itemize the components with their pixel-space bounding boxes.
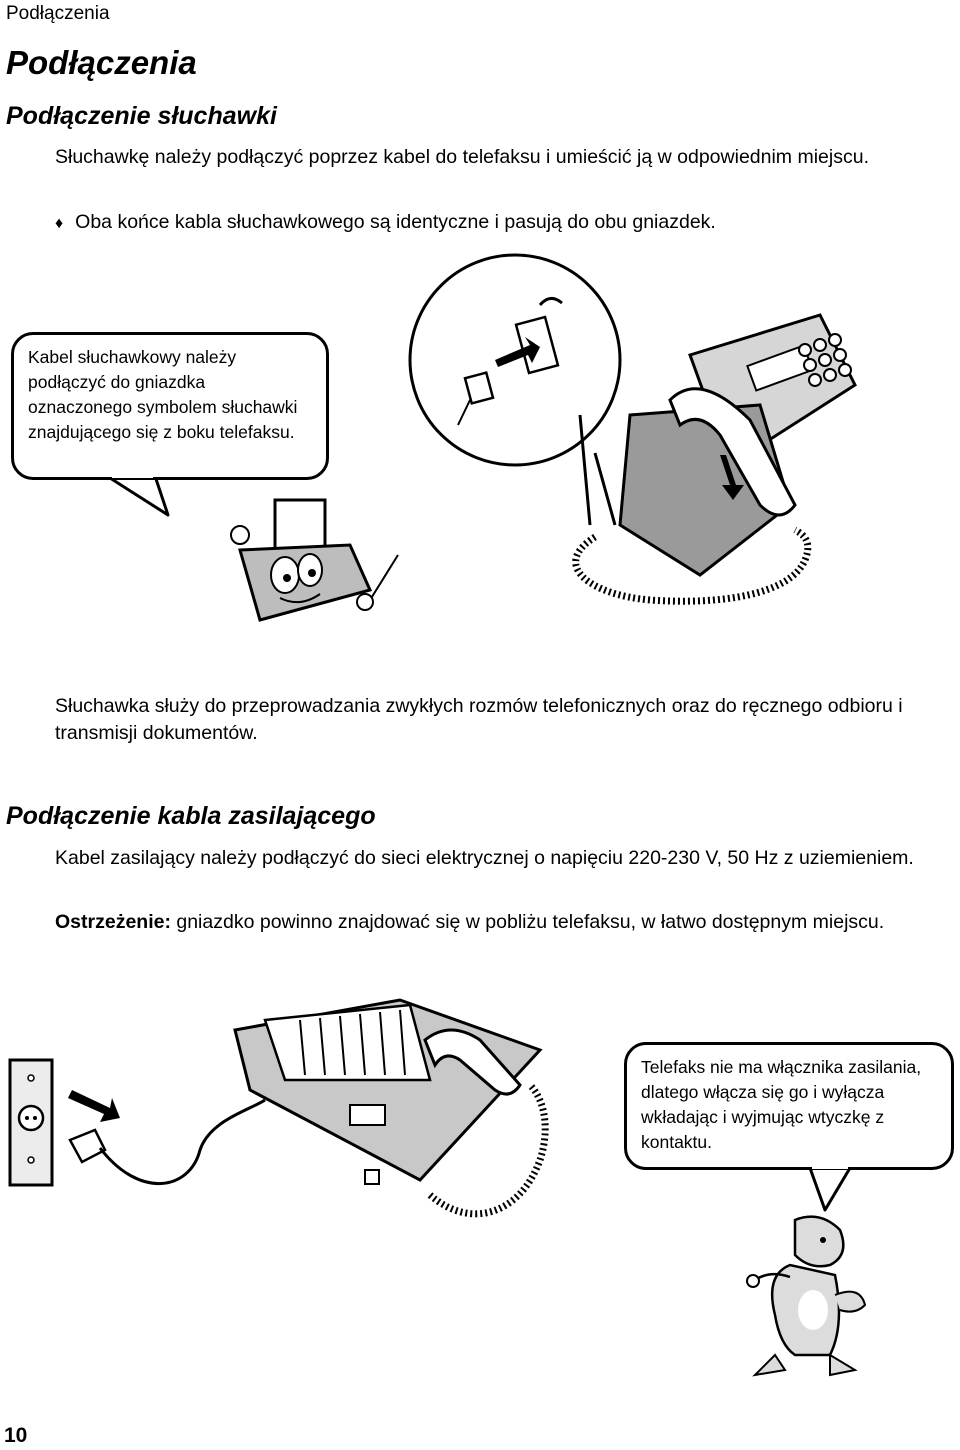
- page-number: 10: [4, 1424, 28, 1447]
- warning-label: Ostrzeżenie:: [55, 911, 171, 933]
- power-intro: Kabel zasilający należy podłączyć do sieci elektrycznej o napięciu 220-230 V, 50 Hz z uziemieniem.: [55, 847, 914, 869]
- running-header: Podłączenia: [6, 3, 110, 24]
- page-title: Podłączenia: [6, 44, 197, 81]
- handset-intro: Słuchawkę należy podłączyć poprzez kabel do telefaksu i umieścić ją w odpowiednim miejscu.: [55, 146, 869, 168]
- dog-mascot-icon: [735, 1205, 875, 1385]
- callout-power-text: Telefaks nie ma włącznika zasilania, dlatego włącza się go i wyłącza wkładając i wyjmując wtyczkę z kontaktu.: [641, 1057, 922, 1152]
- handset-description: Słuchawka służy do przeprowadzania zwykłych rozmów telefonicznych oraz do ręcznego odbioru i transmisji dokumentów.: [55, 695, 903, 744]
- callout-handset-text: Kabel słuchawkowy należy podłączyć do gniazdka oznaczonego symbolem słuchawki znajdującego się z boku telefaksu.: [28, 347, 298, 442]
- handset-bullet-text: Oba końce kabla słuchawkowego są identyczne i pasują do obu gniazdek.: [75, 211, 716, 233]
- warning-text: gniazdko powinno znajdować się w pobliżu telefaksu, w łatwo dostępnym miejscu.: [170, 911, 885, 933]
- section-title-handset: Podłączenie słuchawki: [6, 102, 277, 130]
- section-title-power: Podłączenie kabla zasilającego: [6, 802, 376, 830]
- bullet-diamond-icon: ♦: [55, 215, 64, 232]
